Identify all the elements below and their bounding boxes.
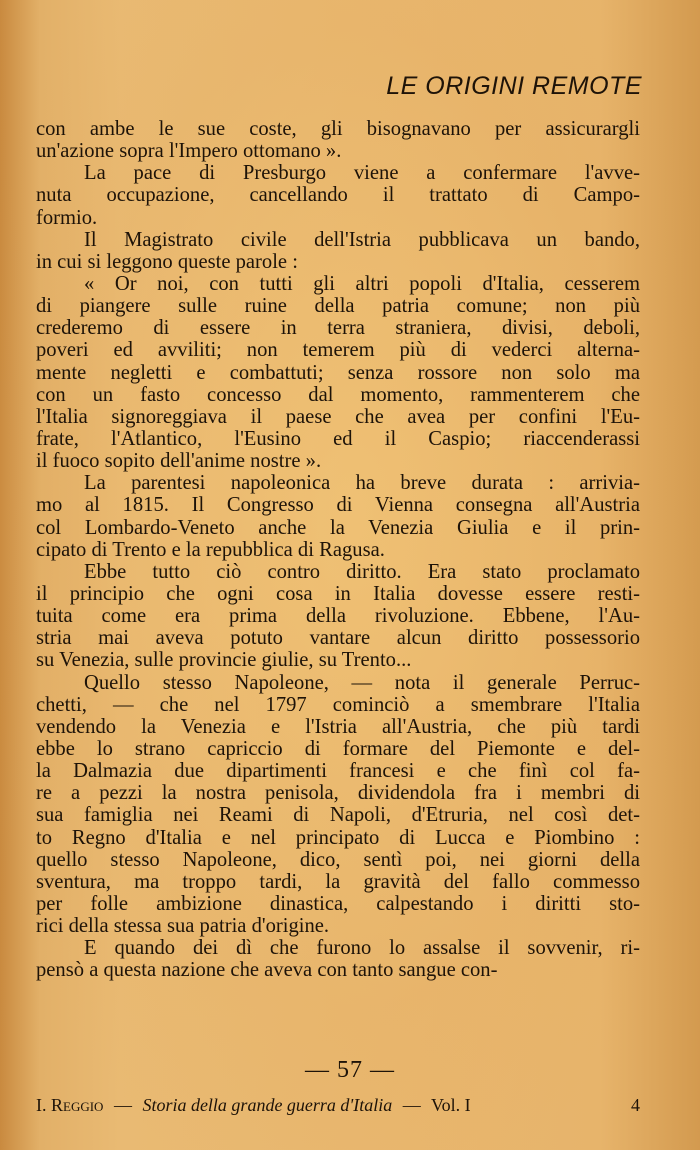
text-line: Ebbe tutto ciò contro diritto. Era stato proclamato (84, 560, 640, 583)
text-line: mente negletti e combattuti; senza rossore non solo ma (36, 361, 640, 384)
text-line: il principio che ogni cosa in Italia dovesse essere resti- (36, 582, 640, 605)
text-line: re a pezzi la nostra penisola, dividendola fra i membri di (36, 782, 640, 805)
footer-dash: — (113, 1095, 132, 1115)
text-line: su Venezia, sulle provincie giulie, su Trento... (36, 649, 412, 672)
text-line: la Dalmazia due dipartimenti francesi e che finì col fa- (36, 760, 640, 783)
text-line: l'Italia signoreggiava il paese che avea per confini l'Eu- (36, 405, 640, 428)
page-number: — 57 — (305, 1057, 395, 1083)
text-line: La parentesi napoleonica ha breve durata : arrivia- (84, 472, 640, 495)
text-line: cipato di Trento e la repubblica di Ragusa. (36, 538, 385, 561)
text-line: sventura, ma troppo tardi, la gravità del fallo commesso (36, 870, 640, 893)
text-line: sua famiglia nei Reami di Napoli, d'Etruria, nel così det- (36, 804, 640, 827)
text-line: frate, l'Atlantico, l'Eusino ed il Caspio; riaccenderassi (36, 427, 640, 450)
text-line: col Lombardo-Veneto anche la Venezia Giulia e il prin- (36, 516, 640, 539)
footer-author: I. Reggio (36, 1095, 104, 1115)
text-line: quello stesso Napoleone, dico, sentì poi, nei giorni della (36, 848, 640, 871)
text-line: Quello stesso Napoleone, — nota il generale Perruc- (84, 671, 640, 694)
footer-signature-mark: 4 (631, 1095, 640, 1115)
text-line: con ambe le sue coste, gli bisognavano per assicurargli (36, 118, 640, 140)
text-line: rici della stessa sua patria d'origine. (36, 915, 330, 938)
text-line: vendendo la Venezia e l'Istria all'Austria, che più tardi (36, 715, 640, 738)
text-line: per folle ambizione dinastica, calpestando i diritti sto- (36, 892, 640, 915)
footer-dash: — (402, 1095, 421, 1115)
text-line: con un fasto concesso dal momento, rammenterem che (36, 383, 640, 406)
text-line: in cui si leggono queste parole : (36, 250, 298, 273)
text-line: chetti, — che nel 1797 cominciò a smembrare l'Italia (36, 693, 640, 716)
text-line: il fuoco sopito dell'anime nostre ». (36, 450, 322, 473)
text-line: La pace di Presburgo viene a confermare l'avve- (84, 162, 640, 185)
footer-volume: Vol. I (430, 1095, 471, 1115)
text-line: poveri ed avviliti; non temerem più di vederci alterna- (36, 339, 640, 362)
text-line: stria mai aveva potuto vantare alcun diritto possessorio (36, 627, 640, 650)
text-line: E quando dei dì che furono lo assalse il sovvenir, ri- (84, 937, 640, 960)
footer-citation (36, 1095, 471, 1116)
text-line: di piangere sulle ruine della patria comune; non più (36, 295, 640, 318)
footer-book-title: Storia della grande guerra d'Italia (142, 1095, 393, 1115)
text-line: to Regno d'Italia e nel principato di Lucca e Piombino : (36, 826, 640, 849)
text-line: mo al 1815. Il Congresso di Vienna consegna all'Austria (36, 494, 640, 517)
text-line: pensò a questa nazione che aveva con tanto sangue con- (36, 959, 498, 982)
text-line: un'azione sopra l'Impero ottomano ». (36, 140, 342, 163)
text-line: Il Magistrato civile dell'Istria pubblicava un bando, (84, 228, 640, 251)
text-line: crederemo di essere in terra straniera, divisi, deboli, (36, 317, 640, 340)
text-line: nuta occupazione, cancellando il trattato di Campo- (36, 184, 640, 207)
text-line: tuita come era prima della rivoluzione. Ebbene, l'Au- (36, 605, 640, 628)
text-line: formio. (36, 206, 98, 229)
text-line: ebbe lo strano capriccio di formare del Piemonte e del- (36, 737, 640, 760)
footer (36, 1095, 640, 1116)
running-header: LE ORIGINI REMOTE (386, 72, 642, 100)
body-text (36, 118, 640, 981)
text-line: « Or noi, con tutti gli altri popoli d'Italia, cesserem (84, 272, 640, 295)
